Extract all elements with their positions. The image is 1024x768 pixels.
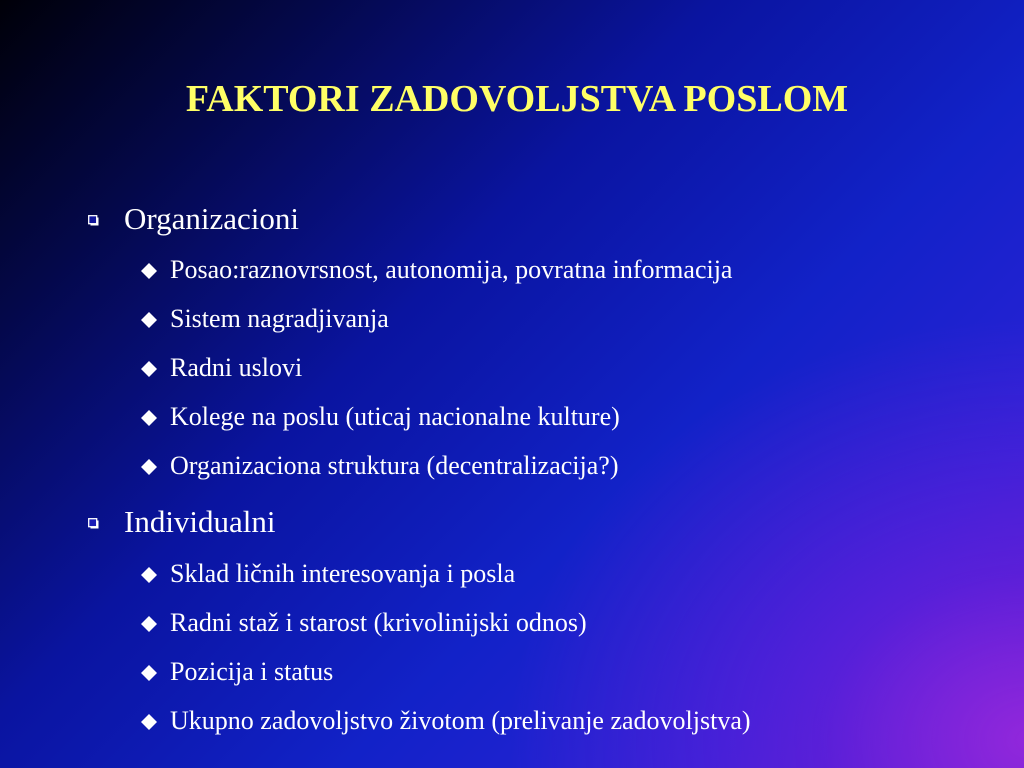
list-item-text: Radni uslovi (170, 353, 303, 382)
diamond-bullet-icon (140, 664, 158, 682)
list-item (140, 449, 619, 483)
diamond-bullet-icon (140, 615, 158, 633)
diamond-bullet-icon (140, 360, 158, 378)
list-item (140, 655, 333, 689)
list-item (140, 400, 620, 434)
list-item (140, 253, 732, 287)
section-label: Organizacioni (124, 201, 300, 236)
diamond-bullet-icon (140, 409, 158, 427)
list-item-text: Posao:raznovrsnost, autonomija, povratna informacija (170, 255, 733, 284)
section-header-organizacioni (88, 199, 299, 239)
list-item-text: Kolege na poslu (uticaj nacionalne kulture) (170, 402, 620, 431)
diamond-bullet-icon (140, 262, 158, 280)
list-item-text: Pozicija i status (170, 657, 334, 686)
list-item (140, 606, 587, 640)
list-item-text: Sklad ličnih interesovanja i posla (170, 559, 516, 588)
list-item (140, 557, 515, 591)
list-item-text: Ukupno zadovoljstvo životom (prelivanje zadovoljstva) (170, 706, 751, 735)
slide-title: FAKTORI ZADOVOLJSTVA POSLOM (185, 78, 849, 120)
diamond-bullet-icon (140, 311, 158, 329)
list-item (140, 302, 389, 336)
diamond-bullet-icon (140, 458, 158, 476)
list-item-text: Sistem nagradjivanja (170, 304, 389, 333)
diamond-bullet-icon (140, 713, 158, 731)
list-item (140, 704, 751, 738)
square-bullet-icon (88, 518, 100, 530)
list-item-text: Radni staž i starost (krivolinijski odnos) (170, 608, 587, 637)
diamond-bullet-icon (140, 566, 158, 584)
list-item (140, 351, 302, 385)
section-label: Individualni (124, 504, 276, 539)
section-header-individualni (88, 502, 276, 542)
list-item-text: Organizaciona struktura (decentralizacija?) (170, 451, 619, 480)
square-bullet-icon (88, 215, 100, 227)
